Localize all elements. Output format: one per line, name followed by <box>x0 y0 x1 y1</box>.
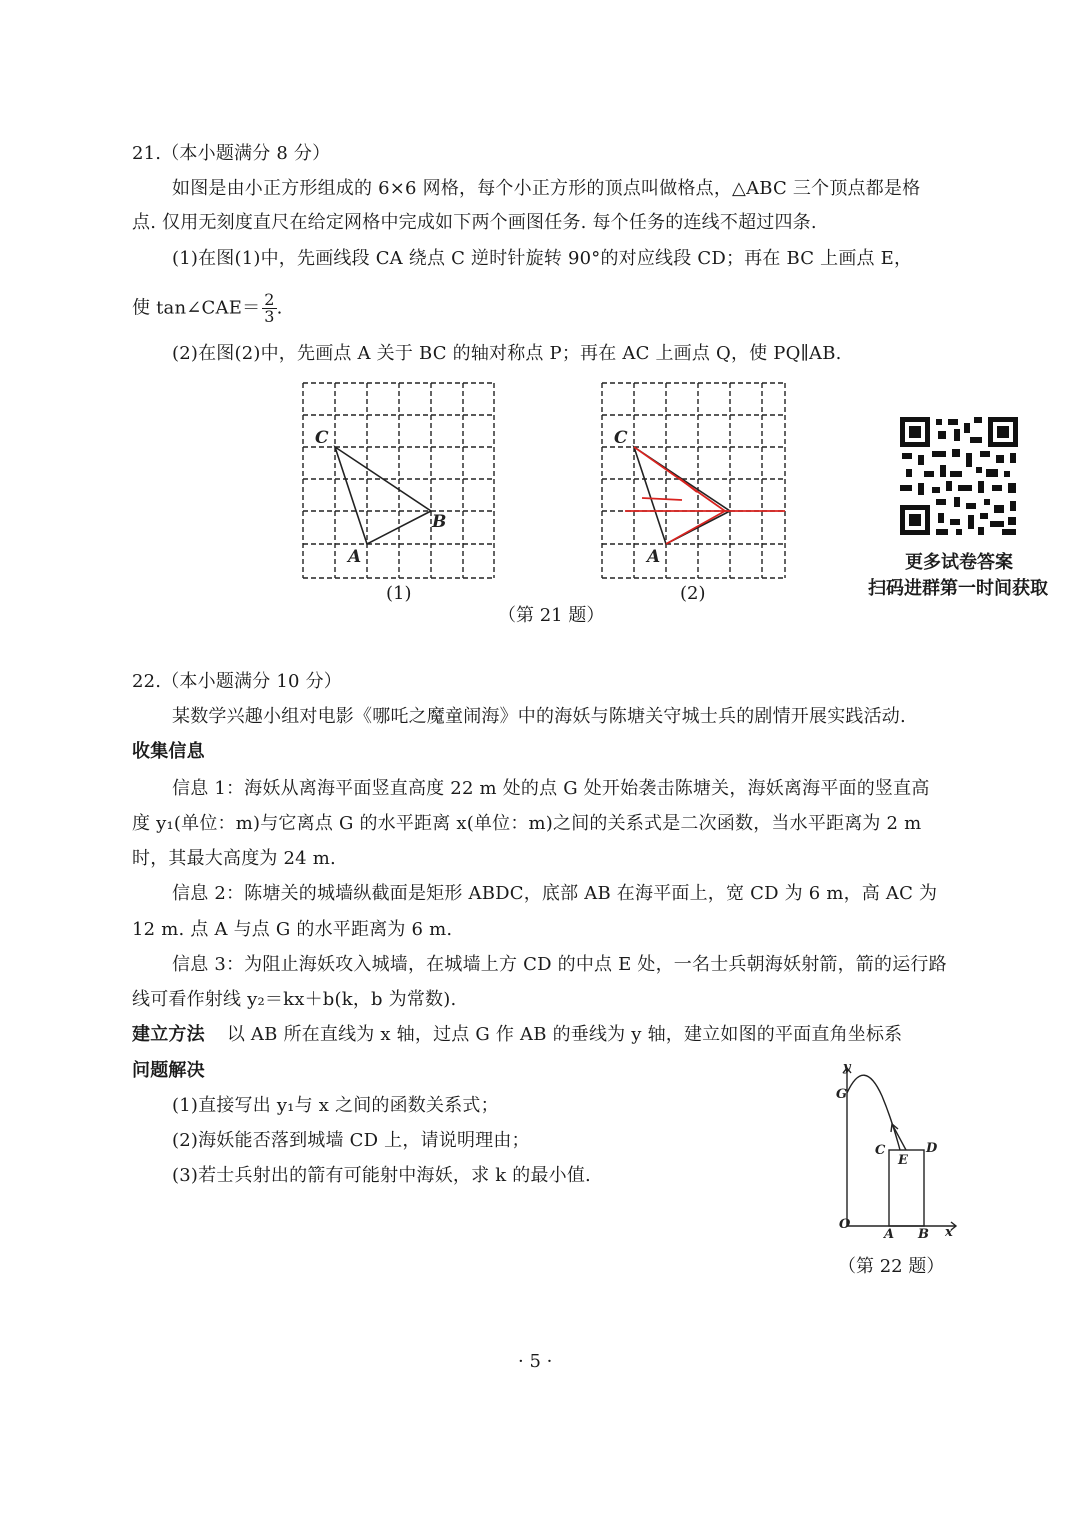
q21-figure-2-label: (2) <box>680 583 706 604</box>
q21-figure-1-label: (1) <box>386 583 412 604</box>
parabola-curve <box>847 1075 900 1150</box>
fraction-numerator: 2 <box>264 290 275 309</box>
q22-caption: （第 22 题） <box>838 1256 945 1277</box>
q21-task1-suffix: . <box>276 297 283 319</box>
label-a: A <box>884 1227 895 1241</box>
qr-code-icon <box>898 415 1020 537</box>
label-c: C <box>315 428 329 448</box>
label-c: C <box>614 428 628 448</box>
q22-part2: (2)海妖能否落到城墙 CD 上，请说明理由； <box>172 1130 530 1151</box>
q21-caption: （第 21 题） <box>498 605 605 626</box>
qr-caption-line1: 更多试卷答案 <box>905 552 1013 573</box>
q21-figure-1 <box>298 378 498 583</box>
q21-figure-2 <box>597 378 797 583</box>
q22-figure <box>832 1056 962 1241</box>
label-a: A <box>348 547 362 567</box>
label-e: E <box>898 1153 908 1168</box>
q21-header: 21.（本小题满分 8 分） <box>132 143 331 164</box>
q22-solve-heading: 问题解决 <box>132 1060 205 1081</box>
q22-method-heading: 建立方法 <box>132 1024 205 1045</box>
q22-info3-line1: 信息 3：为阻止海妖攻入城墙，在城墙上方 CD 的中点 E 处，一名士兵朝海妖射箭，箭的运行路 <box>172 954 947 975</box>
fraction-denominator: 3 <box>264 307 275 326</box>
q21-intro-line2: 点. 仅用无刻度直尺在给定网格中完成如下两个画图任务. 每个任务的连线不超过四条. <box>132 212 817 233</box>
q22-info2-line1: 信息 2：陈塘关的城墙纵截面是矩形 ABDC，底部 AB 在海平面上，宽 CD 为 6 m，高 AC 为 <box>172 883 938 904</box>
label-d: D <box>926 1141 938 1156</box>
q22-collect-heading: 收集信息 <box>132 741 205 762</box>
q22-header: 22.（本小题满分 10 分） <box>132 671 342 692</box>
q22-info2-line2: 12 m. 点 A 与点 G 的水平距离为 6 m. <box>132 919 453 940</box>
label-y-axis: y <box>843 1060 851 1075</box>
q22-part1: (1)直接写出 y₁与 x 之间的函数关系式； <box>172 1095 499 1116</box>
qr-caption-line2: 扫码进群第一时间获取 <box>868 578 1048 599</box>
q21-task2: (2)在图(2)中，先画点 A 关于 BC 的轴对称点 P；再在 AC 上画点 Q，使 PQ∥AB. <box>172 343 842 364</box>
label-o: O <box>839 1217 851 1232</box>
label-b: B <box>432 512 447 532</box>
grid-lines <box>303 383 494 578</box>
q22-info3-line2: 线可看作射线 y₂＝kx＋b(k，b 为常数). <box>132 989 457 1010</box>
q22-info1-line3: 时，其最大高度为 24 m. <box>132 848 336 869</box>
q21-task1-prefix: 使 tan∠CAE＝ <box>132 297 261 319</box>
q22-method-text: 以 AB 所在直线为 x 轴，过点 G 作 AB 的垂线为 y 轴，建立如图的平面直角坐标系 <box>226 1024 903 1045</box>
label-g: G <box>836 1087 848 1102</box>
grid-lines <box>602 383 785 578</box>
q21-task1-line2 <box>132 292 283 325</box>
q21-intro-line1: 如图是由小正方形组成的 6×6 网格，每个小正方形的顶点叫做格点，△ABC 三个顶点都是格 <box>172 178 921 199</box>
triangle-abc <box>634 447 730 544</box>
page-number: · 5 · <box>518 1351 553 1372</box>
q22-method <box>132 1023 902 1047</box>
q22-part3: (3)若士兵射出的箭有可能射中海妖，求 k 的最小值. <box>172 1165 591 1186</box>
q21-task1-line1: (1)在图(1)中，先画线段 CA 绕点 C 逆时针旋转 90°的对应线段 CD；再在 BC 上画点 E， <box>172 248 913 269</box>
label-c: C <box>875 1143 886 1158</box>
label-a: A <box>647 547 661 567</box>
q22-intro: 某数学兴趣小组对电影《哪吒之魔童闹海》中的海妖与陈塘关守城士兵的剧情开展实践活动. <box>172 706 906 727</box>
fraction <box>262 292 276 325</box>
label-x-axis: x <box>945 1225 953 1240</box>
q22-info1-line1: 信息 1：海妖从离海平面竖直高度 22 m 处的点 G 处开始袭击陈塘关，海妖离海平面的竖直高 <box>172 778 930 799</box>
q22-info1-line2: 度 y₁(单位：m)与它离点 G 的水平距离 x(单位：m)之间的关系式是二次函数，当水平距离为 2 m <box>132 813 922 834</box>
triangle-abc <box>335 447 431 544</box>
red-construction-lines <box>625 447 785 544</box>
label-b: B <box>918 1227 929 1241</box>
